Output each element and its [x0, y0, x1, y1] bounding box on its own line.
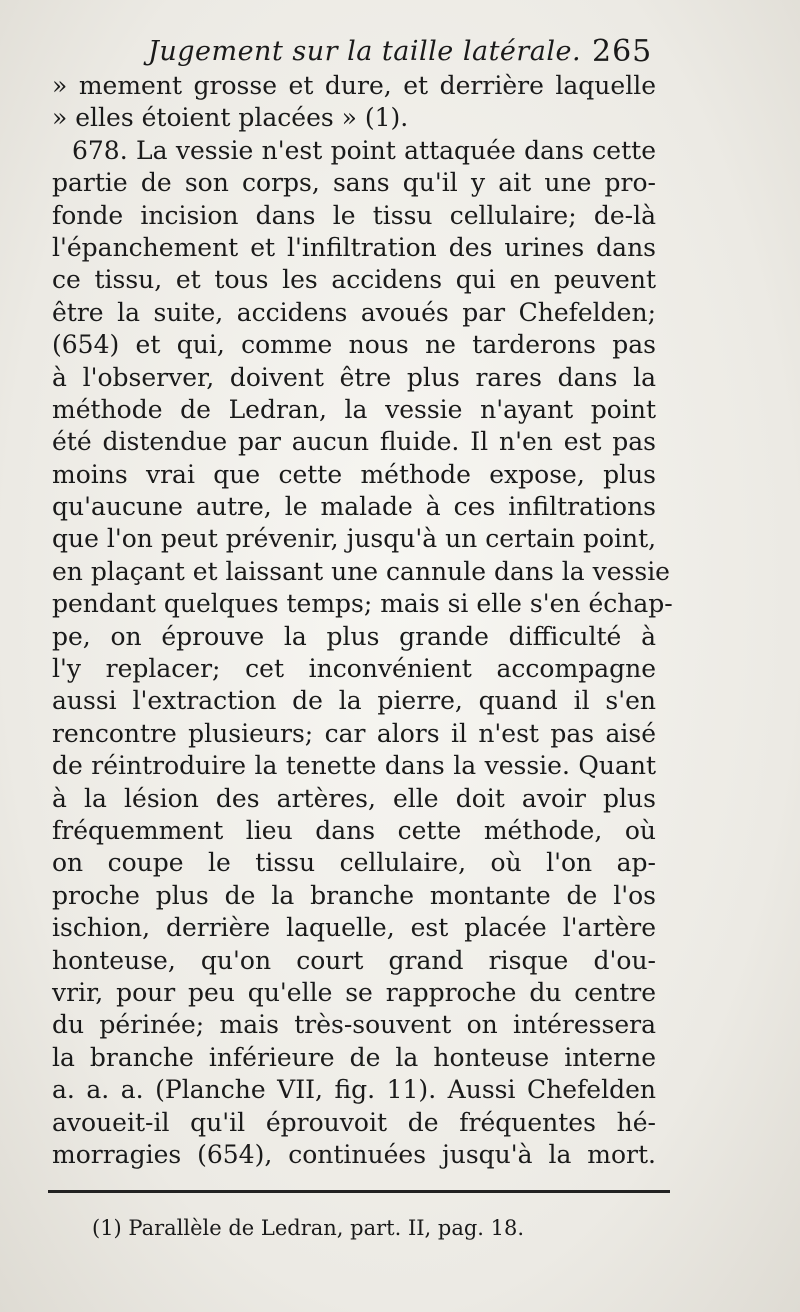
text-line: du périnée; mais très-souvent on intéressera: [52, 1010, 656, 1040]
text-line: morragies (654), continuées jusqu'à la mort.: [52, 1139, 656, 1169]
text-line: qu'aucune autre, le malade à ces infiltrations: [52, 492, 656, 522]
text-line: l'y replacer; cet inconvénient accompagne: [52, 654, 656, 684]
text-line: partie de son corps, sans qu'il y ait une pro-: [52, 168, 656, 198]
text-line: méthode de Ledran, la vessie n'ayant point: [52, 394, 656, 424]
text-line: la branche inférieure de la honteuse interne: [52, 1042, 656, 1072]
footnote-divider: [48, 1190, 670, 1193]
text-line: 678. La vessie n'est point attaquée dans cette: [72, 135, 656, 165]
text-line: rencontre plusieurs; car alors il n'est pas aisé: [52, 718, 656, 748]
text-line: à la lésion des artères, elle doit avoir plus: [52, 783, 656, 813]
body-text: [52, 70, 673, 1171]
text-line: aussi l'extraction de la pierre, quand il s'en: [52, 686, 656, 716]
text-line: l'épanchement et l'infiltration des urines dans: [52, 232, 656, 262]
text-line: proche plus de la branche montante de l'os: [52, 880, 656, 910]
footnote: (1) Parallèle de Ledran, part. II, pag. 18.: [92, 1216, 525, 1240]
text-line: été distendue par aucun fluide. Il n'en est pas: [52, 427, 656, 457]
running-title: Jugement sur la taille latérale.: [148, 36, 582, 67]
text-line: avoueit-il qu'il éprouvoit de fréquentes hé-: [52, 1107, 656, 1137]
text-line: » mement grosse et dure, et derrière laquelle: [52, 71, 656, 100]
text-line: » elles étoient placées » (1).: [52, 103, 409, 133]
text-line: (654) et qui, comme nous ne tarderons pas: [52, 330, 656, 360]
page-number: 265: [592, 34, 653, 69]
text-line: fréquemment lieu dans cette méthode, où: [52, 815, 656, 845]
text-line: moins vrai que cette méthode expose, plus: [52, 459, 656, 489]
text-line: pe, on éprouve la plus grande difficulté à: [52, 621, 656, 651]
text-line: on coupe le tissu cellulaire, où l'on ap-: [52, 848, 656, 878]
text-line: honteuse, qu'on court grand risque d'ou-: [52, 945, 656, 975]
text-line: à l'observer, doivent être plus rares dans la: [52, 362, 656, 392]
text-line: fonde incision dans le tissu cellulaire; de-là: [52, 200, 656, 230]
text-line: pendant quelques temps; mais si elle s'en échap-: [52, 589, 673, 619]
text-line: ce tissu, et tous les accidens qui en peuvent: [52, 265, 656, 295]
text-line: vrir, pour peu qu'elle se rapproche du centre: [52, 977, 656, 1007]
text-line: en plaçant et laissant une cannule dans la vessie: [52, 556, 670, 586]
text-line: a. a. a. (Planche VII, fig. 11). Aussi Chefelden: [52, 1075, 656, 1105]
text-line: ischion, derrière laquelle, est placée l'artère: [52, 913, 656, 943]
text-line: être la suite, accidens avoués par Chefelden;: [52, 297, 656, 327]
text-line: de réintroduire la tenette dans la vessie. Quant: [52, 751, 656, 781]
text-line: que l'on peut prévenir, jusqu'à un certain point,: [52, 524, 657, 554]
